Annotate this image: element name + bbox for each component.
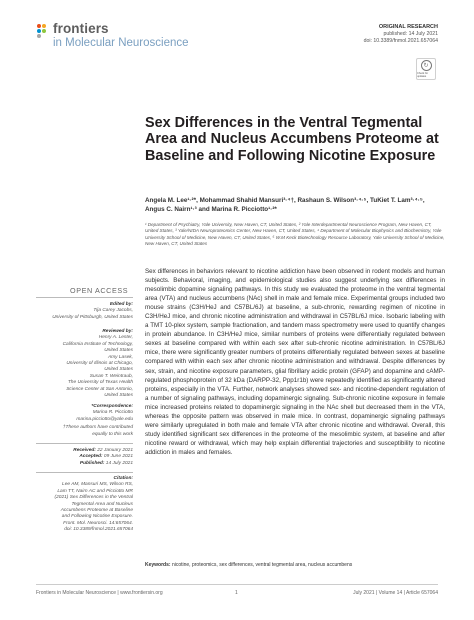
footer-divider	[36, 584, 438, 585]
accepted-date: 09 June 2021	[103, 454, 133, 460]
check-updates-label: Check for updates	[417, 72, 429, 78]
open-access-label: OPEN ACCESS	[70, 286, 129, 295]
frontiers-logo-icon	[36, 23, 50, 41]
edited-by: Tija Carey Jacobs, University of Pittsburgh, United States	[52, 308, 133, 320]
published-label: Published:	[79, 460, 105, 466]
article-title: Sex Differences in the Ventral Tegmental Area and Nucleus Accumbens Proteome at Baseline and Following Nicotine Exposure	[145, 115, 439, 164]
received-label: Received:	[73, 448, 96, 453]
article-type: ORIGINAL RESEARCH	[378, 24, 438, 30]
correspondence-label: *Correspondence:	[91, 404, 133, 409]
sidebar-divider	[36, 443, 133, 444]
reviewed-by: Henry A. Lester, California Institute of Technology, United States Amy Lasek, University of Illinois at Chicago, United States Susan T. Weintraub, The University of Texas Health Science Center at San Antonio, United States	[62, 335, 133, 399]
check-for-updates-button[interactable]	[416, 58, 436, 80]
journal-name: frontiers	[53, 21, 109, 36]
dates-block	[36, 448, 133, 467]
abstract: Sex differences in behaviors relevant to nicotine addiction have been observed in rodent models and human subjects. Behavioral, imaging, and epidemiological studies also suggest underlying sex differences in mesolimbic dopamine signaling pathways. In this study we evaluated the proteome in the ventral tegmental area (VTA) and nucleus accumbens (NAc) shell in male and female mice. Experimental groups included two mouse strains (C3H/HeJ and C57BL/6J) at baseline, a sub-chronic, rewarding regimen of nicotine in C3H/HeJ mice, and chronic nicotine administration and withdrawal in C57BL/6J mice. Isobaric labeling with a TMT 10-plex system, sample fractionation, and tandem mass spectrometry were used to quantify changes in protein abundance. In C3H/HeJ mice, similar numbers of proteins were differentially regulated between sexes at baseline compared with within each sex after sub-chronic nicotine administration. In C57BL/6J mice, there were significantly greater numbers of proteins differentially regulated between sexes at baseline compared with within each sex after chronic nicotine administration and withdrawal. Despite differences by sex, strain, and nicotine exposure parameters, glial fibrillary acidic protein (GFAP) and dopamine and cAMP-regulated phosphoprotein of 32 kDa (DARPP-32, Ppp1r1b) were repeatedly identified as significantly altered proteins, especially in the VTA. Further, network analyses showed sex- and nicotine-dependent regulation of a number of signaling pathways, including dopaminergic signaling. Sub-chronic nicotine exposure in female mice increased proteins related to dopaminergic signaling in the NAc shell but decreased them in the VTA, whereas the opposite pattern was observed in male mice. In contrast, dopaminergic signaling pathways were similarly upregulated in both male and female VTA after chronic nicotine and withdrawal. Overall, this study identified significant sex differences in the proteome of the mesolimbic system, at baseline and after nicotine reward or withdrawal, which may help explain differential trajectories and susceptibility to nicotine addiction in males and females.	[145, 268, 445, 456]
journal-subtitle: in Molecular Neuroscience	[53, 37, 189, 49]
author-list: Angela M. Lee¹·²*, Mohammad Shahid Mansuri³·⁴†, Rashaun S. Wilson³·⁴·⁵, TuKiet T. Lam³·⁴·⁵, Angus C. Nairn¹·³ and Marina R. Picciotto¹·²*	[145, 197, 425, 213]
correspondence[interactable]: Marina R. Picciotto marina.picciotto@yale.edu	[76, 410, 133, 422]
reviewed-by-label: Reviewed by:	[102, 329, 133, 334]
keywords-text: nicotine, proteomics, sex differences, ventral tegmental area, nucleus accumbens	[171, 562, 353, 568]
keywords-label: Keywords:	[145, 562, 171, 568]
page-number: 1	[235, 590, 238, 596]
citation-block	[36, 476, 133, 534]
affiliations: ¹ Department of Psychiatry, Yale University, New Haven, CT, United States, ² Yale Interdepartmental Neuroscience Program, New Haven, CT, United States, ³ Yale/NIDA Neuroproteomics Center, New Haven, CT, United States, ⁴ Department of Molecular Biophysics and Biochemistry, Yale University School of Medicine, New Haven, CT, United States, ⁵ W.M Keck Biotechnology Resource Laboratory, Yale University School of Medicine, New Haven, CT, United States	[145, 222, 445, 247]
citation: Lee AM, Mansuri MS, Wilson RS, Lam TT, Nairn AC and Picciotto MR (2021) Sex Differences in the Ventral Tegmental Area and Nucleus Accumbens Proteome at Baseline and Following Nicotine Exposure. Front. Mol. Neurosci. 14:657064. doi: 10.3389/fnmol.2021.657064	[54, 482, 133, 533]
keywords	[145, 562, 445, 569]
footer-journal[interactable]: Frontiers in Molecular Neuroscience | www.frontiersin.org	[36, 590, 163, 596]
sidebar-divider	[36, 297, 133, 298]
reviewed-by-block	[36, 329, 133, 399]
accepted-label: Accepted:	[79, 454, 103, 460]
check-updates-icon: ↻	[421, 60, 432, 71]
published-date-header: published: 14 July 2021	[383, 31, 438, 37]
article-meta	[364, 24, 438, 45]
published-date: 14 July 2021	[105, 460, 133, 466]
equal-contribution-note: †These authors have contributed equally to this work	[62, 425, 133, 437]
correspondence-block	[36, 404, 133, 438]
edited-by-label: Edited by:	[109, 302, 133, 307]
citation-label: Citation:	[113, 476, 133, 481]
received-date: 22 January 2021	[97, 448, 133, 453]
doi-header[interactable]: doi: 10.3389/fnmol.2021.657064	[363, 38, 438, 44]
footer-issue: July 2021 | Volume 14 | Article 657064	[353, 590, 438, 596]
journal-logo	[36, 22, 189, 50]
edited-by-block	[36, 302, 133, 321]
sidebar-divider	[36, 472, 133, 473]
